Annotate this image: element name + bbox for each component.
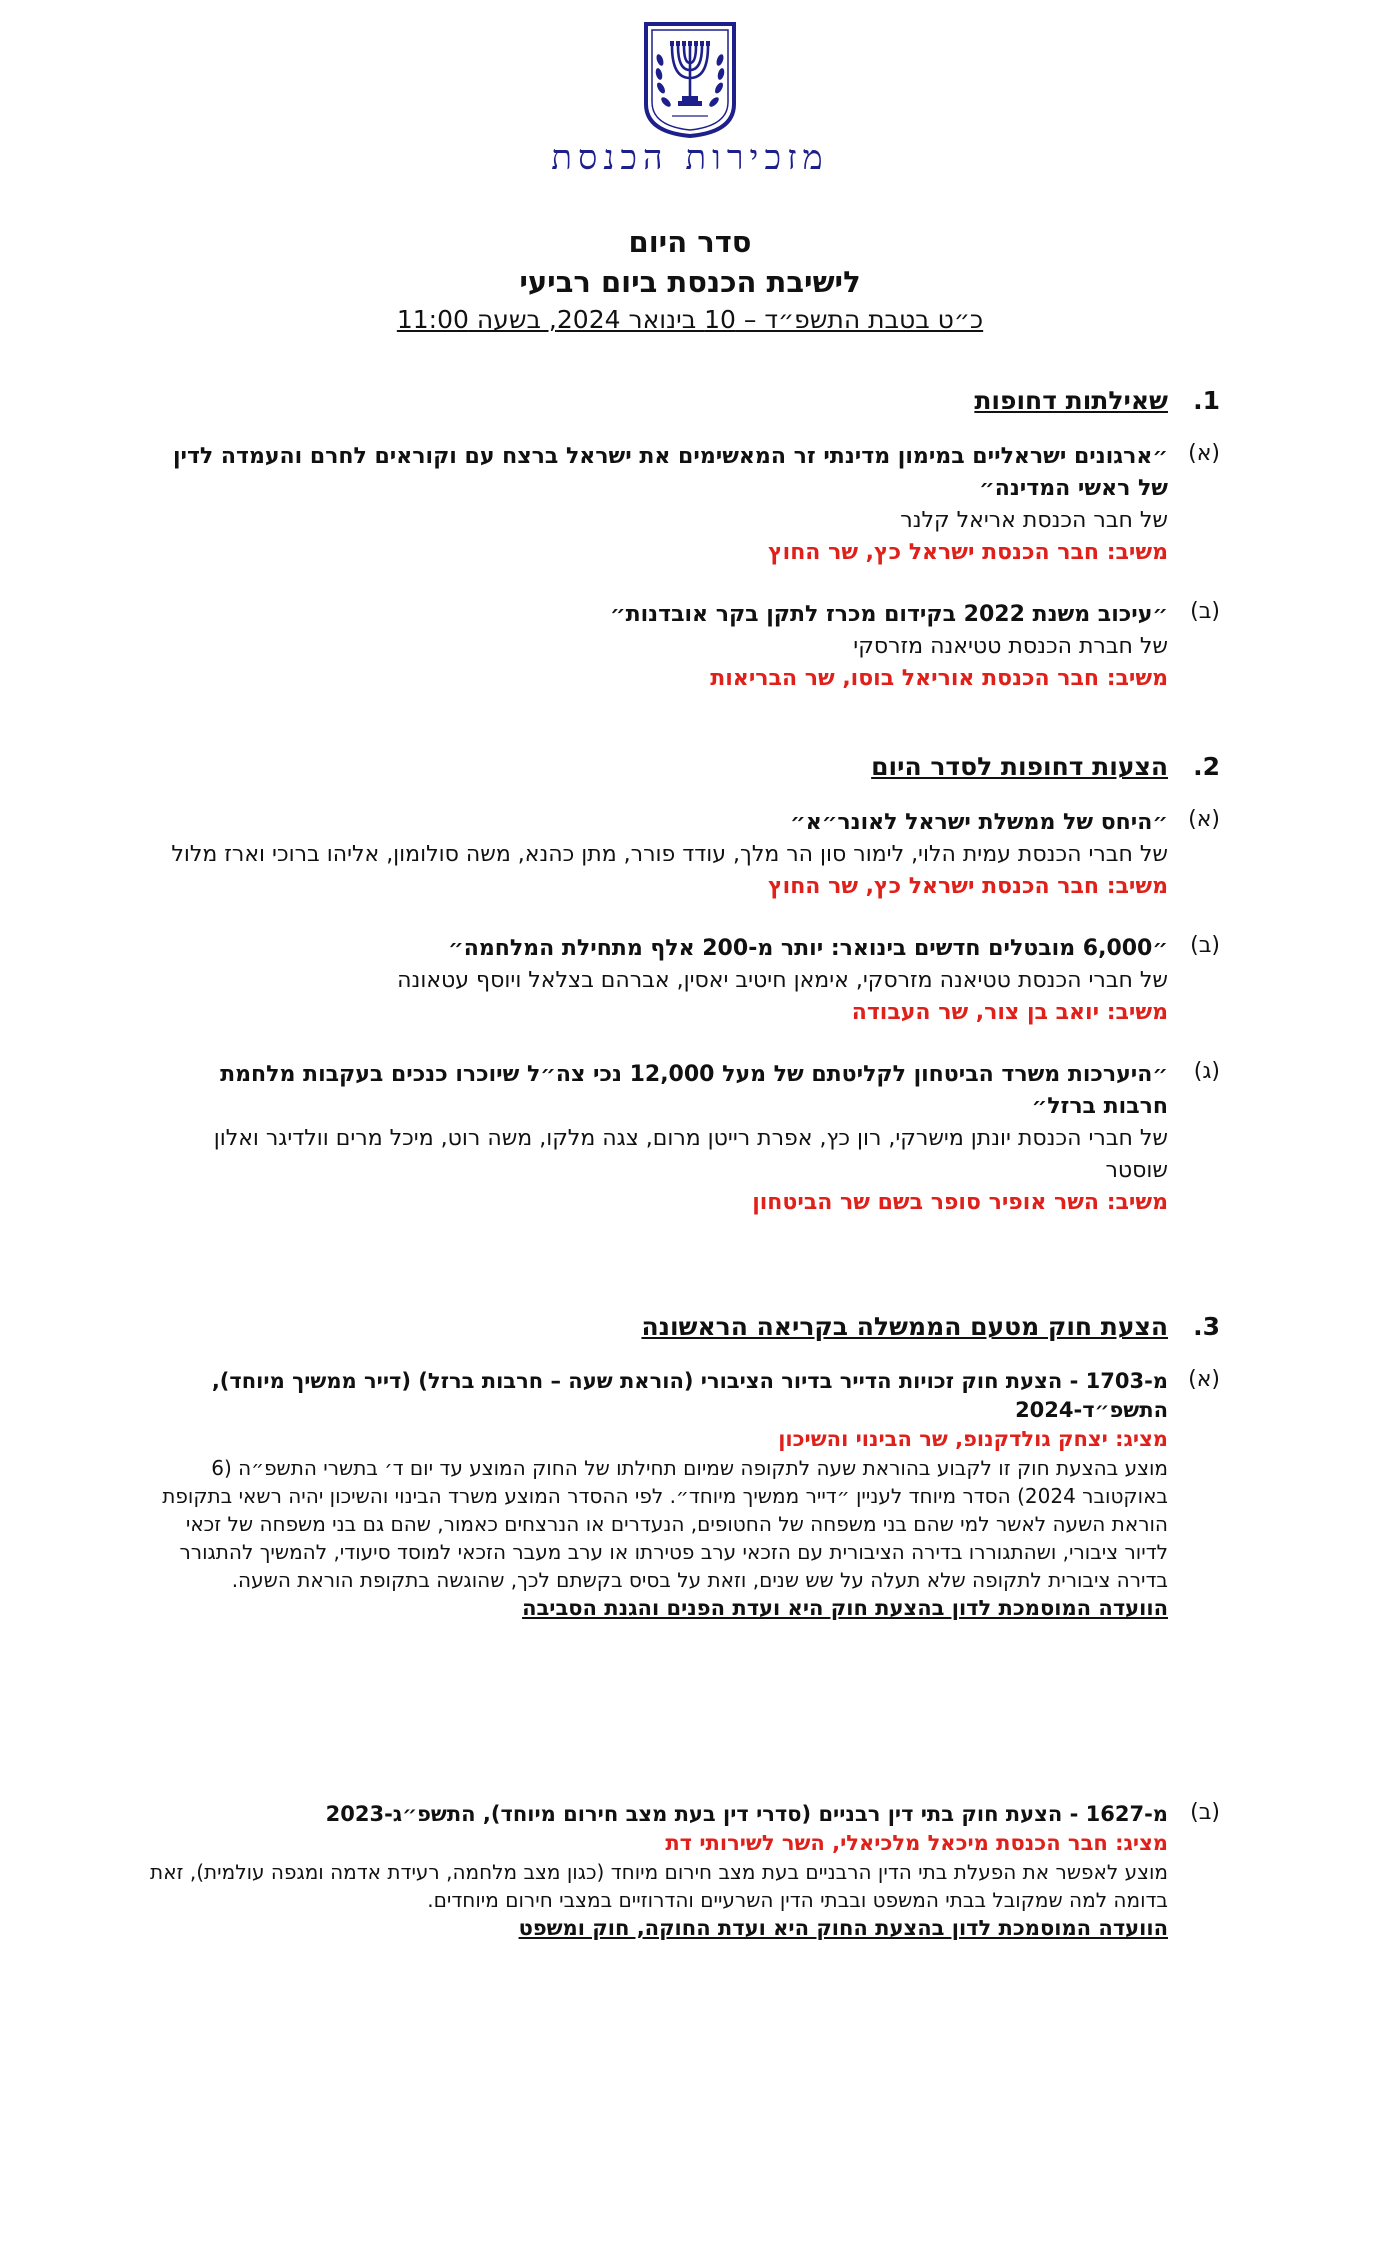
item-title: ״ארגונים ישראליים במימון מדינתי זר המאשימים את ישראל ברצח עם וקוראים לחרם והעמדה לדין של ראשי המדינה״	[172, 444, 1168, 501]
agenda-header	[0, 222, 1380, 338]
organization-name: מזכירות הכנסת	[551, 138, 829, 178]
section-urgent-motions	[150, 752, 1220, 1249]
bill-explanation: מוצע לאפשר את הפעלת בתי הדין הרבניים בעת מצב חירום מיוחד (כגון מצב מלחמה, רעידת אדמה ומגפה עולמית), זאת בדומה למה שמקובל בבתי המשפט ובבתי הדין השרעיים והדרוזיים במצבי חירום מיוחדים.	[150, 1860, 1168, 1912]
section-heading	[150, 752, 1220, 781]
item-submitters: של חברי הכנסת טטיאנה מזרסקי, אימאן חיטיב יאסין, אברהם בצלאל ויוסף עטאונה	[397, 968, 1168, 993]
item-letter: (ב)	[1190, 599, 1220, 624]
bill-title: מ-1627 - הצעת חוק בתי דין רבניים (סדרי דין בעת מצב חירום מיוחד), התשפ״ג-2023	[325, 1802, 1168, 1826]
section-title: הצעת חוק מטעם הממשלה בקריאה הראשונה	[641, 1312, 1168, 1341]
agenda-date: כ״ט בטבת התשפ״ד – 10 בינואר 2024, בשעה 11:00	[396, 305, 984, 334]
section-government-bills	[150, 1312, 1220, 1623]
bill-item	[150, 1367, 1220, 1623]
section-number: 3.	[1193, 1312, 1220, 1341]
bill-committee: הוועדה המוסמכת לדון בהצעת החוק היא ועדת החוקה, חוק ומשפט	[518, 1916, 1168, 1940]
item-title: ״6,000 מובטלים חדשים בינואר: יותר מ-200 אלף מתחילת המלחמה״	[448, 936, 1168, 961]
item-title: ״עיכוב משנת 2022 בקידום מכרז לתקן בקר אובדנות״	[609, 602, 1168, 627]
item-responder: משיב: יואב בן צור, שר העבודה	[851, 1000, 1168, 1025]
item-title: ״היחס של ממשלת ישראל לאונר״א״	[790, 810, 1168, 835]
section-number: 2.	[1193, 752, 1220, 781]
bill-committee: הוועדה המוסמכת לדון בהצעת חוק היא ועדת הפנים והגנת הסביבה	[522, 1596, 1168, 1620]
item-letter: (א)	[1188, 441, 1220, 466]
agenda-subtitle: לישיבת הכנסת ביום רביעי	[519, 265, 861, 299]
item-submitters: של חבר הכנסת אריאל קלנר	[900, 508, 1168, 533]
item-submitters: של חברי הכנסת יונתן מישרקי, רון כץ, אפרת רייטן מרום, צגה מלקו, משה רוט, מיכל מרים וולדיגר ואלון שוסטר	[213, 1126, 1168, 1183]
agenda-item	[150, 807, 1220, 903]
section-title: שאילתות דחופות	[974, 386, 1168, 415]
item-letter: (א)	[1188, 807, 1220, 832]
agenda-item	[150, 599, 1220, 695]
agenda-item	[150, 1059, 1220, 1219]
item-submitters: של חברי הכנסת עמית הלוי, לימור סון הר מלך, עודד פורר, מתן כהנא, משה סולומון, אליהו ברוכי וארז מלול	[171, 842, 1168, 867]
item-letter: (ב)	[1190, 933, 1220, 958]
section-heading	[150, 386, 1220, 415]
item-letter: (ג)	[1193, 1059, 1220, 1084]
bill-title: מ-1703 - הצעת חוק זכויות הדייר בדיור הציבורי (הוראת שעה – חרבות ברזל) (דייר ממשיך מיוחד), התשפ״ד-2024	[211, 1369, 1168, 1422]
agenda-item	[150, 441, 1220, 569]
bill-presenter: מציג: יצחק גולדקנופ, שר הבינוי והשיכון	[778, 1427, 1168, 1451]
agenda-item	[150, 933, 1220, 1029]
state-emblem-icon	[642, 20, 738, 138]
section-title: הצעות דחופות לסדר היום	[871, 752, 1168, 781]
section-urgent-questions	[150, 386, 1220, 725]
agenda-title: סדר היום	[628, 225, 752, 259]
bill-item	[150, 1800, 1220, 1943]
bill-explanation: מוצע בהצעת חוק זו לקבוע בהוראת שעה לתקופה שמיום תחילתו של החוק המוצע עד יום ד׳ בתשרי התשפ״ה (6 באוקטובר 2024) הסדר מיוחד לעניין ״דייר ממשיך מיוחד״. לפי ההסדר המוצע משרד הבינוי והשיכון יהיה רשאי בתקופת הוראת השעה לאשר למי שהם בני משפחה של החטופים, הנעדרים או הנרצחים כאמור, שהם גם בני משפחה של זכאי לדיור ציבורי, ושהתגוררו בדירה הציבורית עם הזכאי ערב פטירתו או ערב מעבר הזכאי למוסד סיעודי, להמשיך להתגורר בדירה ציבורית לתקופה שלא תעלה על שש שנים, וזאת על בסיס בקשתם לכך, שהוגשה בתקופת הוראת השעה.	[162, 1456, 1168, 1592]
item-letter: (ב)	[1190, 1800, 1220, 1825]
section-heading	[150, 1312, 1220, 1341]
section-government-bills-continued	[150, 1800, 1220, 1943]
bill-presenter: מציג: חבר הכנסת מיכאל מלכיאלי, השר לשירותי דת	[665, 1831, 1168, 1855]
item-responder: משיב: חבר הכנסת ישראל כץ, שר החוץ	[768, 540, 1168, 565]
item-responder: משיב: חבר הכנסת אוריאל בוסו, שר הבריאות	[710, 666, 1168, 691]
section-number: 1.	[1193, 386, 1220, 415]
item-letter: (א)	[1188, 1367, 1220, 1392]
item-responder: משיב: חבר הכנסת ישראל כץ, שר החוץ	[768, 874, 1168, 899]
item-submitters: של חברת הכנסת טטיאנה מזרסקי	[853, 634, 1168, 659]
item-title: ״היערכות משרד הביטחון לקליטתם של מעל 12,000 נכי צה״ל שיוכרו כנכים בעקבות מלחמת חרבות ברזל״	[220, 1062, 1168, 1119]
item-responder: משיב: השר אופיר סופר בשם שר הביטחון	[752, 1190, 1168, 1215]
